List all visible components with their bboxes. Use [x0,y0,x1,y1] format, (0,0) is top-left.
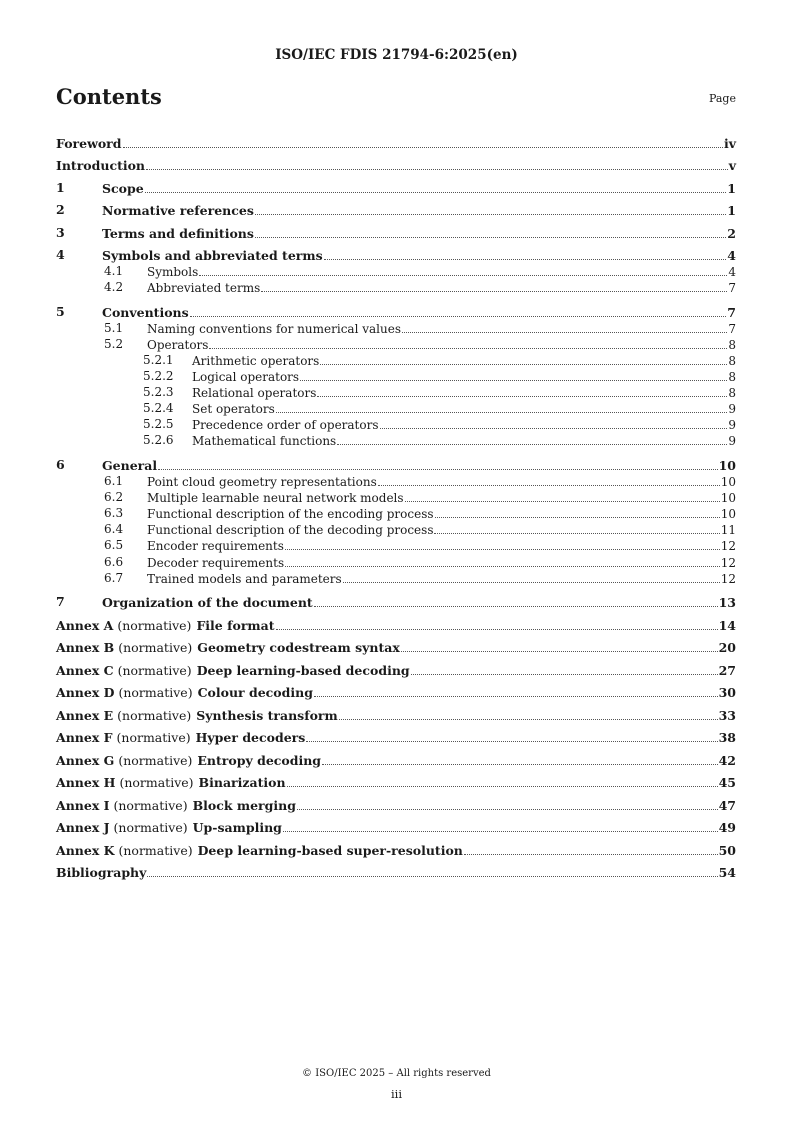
toc-entry-title: File format [196,617,275,633]
toc-entry-title: Mathematical functions [192,434,337,449]
toc-entry[interactable] [56,196,736,219]
toc-entry-title: Bibliography [56,865,147,881]
toc-entry-title: Entropy decoding [197,752,322,768]
toc-entry-title: Geometry codestream syntax [197,640,400,656]
section-number: 6.7 [104,570,124,585]
dot-leader [255,214,726,215]
annex-label: Annex A [56,617,114,633]
dot-leader [199,275,727,276]
toc-entry-title: Conventions [102,304,189,320]
toc-entry-title: Foreword [56,135,122,151]
dot-leader [378,485,720,486]
toc-page-number: iv [723,135,736,151]
toc-entry[interactable] [56,368,736,384]
toc-entry-title: Abbreviated terms [147,281,261,296]
dot-leader [276,412,728,413]
toc-page-number: 9 [728,434,736,449]
toc-entry-title: Binarization [198,775,286,791]
toc-entry-title: Functional description of the decoding process [147,523,434,538]
toc-entry-title: Functional description of the encoding process [147,507,434,522]
toc-entry-title: Decoder requirements [147,555,285,570]
section-number: 1 [56,179,65,195]
annex-type: (normative) [118,640,193,656]
dot-leader [339,719,718,720]
toc-page-number: 12 [720,571,736,586]
page-column-label: Page [708,92,736,105]
section-number: 4.1 [104,264,124,279]
dot-leader [285,549,720,550]
dot-leader [123,147,723,148]
toc-entry[interactable] [56,416,736,432]
section-number: 5.2.3 [143,385,174,400]
toc-entry[interactable] [56,790,736,813]
toc-page-number: 4 [727,248,736,263]
dot-leader [209,348,727,349]
toc-entry[interactable] [56,505,736,521]
toc-page-number: 8 [728,386,736,401]
toc-entry[interactable] [56,151,736,174]
toc-entry[interactable] [56,745,736,768]
toc-entry[interactable] [56,473,736,489]
toc-page-number: 54 [718,865,736,881]
toc-entry-title: General [102,457,158,473]
dot-leader [464,854,718,855]
annex-type: (normative) [117,617,192,633]
dot-leader [320,364,727,365]
section-number: 6.3 [104,506,124,521]
toc-entry[interactable] [56,297,736,320]
section-number: 6.4 [104,522,124,537]
toc-page-number: 2 [727,225,736,241]
toc-page-number: 11 [720,523,736,538]
toc-entry[interactable] [56,610,736,633]
toc-page-number: 1 [727,203,736,218]
toc-page-number: 45 [718,775,736,791]
document-identifier: ISO/IEC FDIS 21794-6:2025(en) [275,47,518,63]
dot-leader [324,259,727,260]
section-number: 5.2.1 [143,352,174,367]
annex-type: (normative) [118,752,193,768]
section-number: 5.2 [104,336,124,351]
toc-entry[interactable] [56,218,736,241]
dot-leader [287,786,718,787]
toc-page-number: 8 [728,353,736,368]
annex-type: (normative) [117,707,192,723]
toc-entry[interactable] [56,336,736,352]
toc-entry-title: Encoder requirements [147,539,284,554]
annex-label: Annex G [56,752,115,768]
toc-page-number: 42 [718,752,736,768]
toc-page-number: 10 [718,457,736,473]
section-number: 5.2.2 [143,369,174,384]
annex-label: Annex B [56,640,115,656]
toc-entry[interactable] [56,813,736,836]
annex-label: Annex D [56,685,115,701]
toc-page-number: 12 [720,539,736,554]
dot-leader [434,533,719,534]
toc-entry-title: Up-sampling [192,820,282,836]
toc-entry-title: Synthesis transform [196,707,338,723]
toc-page-number: 4 [728,265,736,280]
toc-page-number: 8 [728,370,736,385]
toc-entry-title: Terms and definitions [102,225,254,241]
dot-leader [255,237,726,238]
section-number: 4.2 [104,280,124,295]
toc-entry[interactable] [56,588,736,611]
dot-leader [146,169,728,170]
toc-page-number: v [728,158,736,173]
toc-entry[interactable] [56,537,736,553]
toc-entry[interactable] [56,241,736,264]
toc-entry-title: Precedence order of operators [192,418,379,433]
toc-page-number: 33 [718,707,736,723]
annex-type: (normative) [118,842,193,858]
dot-leader [190,316,727,317]
table-of-contents [56,128,736,880]
toc-entry-title: Hyper decoders [195,730,306,746]
annex-label: Annex K [56,842,115,858]
annex-label: Annex I [56,797,110,813]
toc-entry-title: Trained models and parameters [147,571,342,586]
dot-leader [343,582,720,583]
dot-leader [314,696,718,697]
section-number: 6.2 [104,490,124,505]
section-number: 6 [56,456,65,472]
page-title: Contents [56,84,162,109]
annex-label: Annex H [56,775,116,791]
toc-entry[interactable] [56,173,736,196]
toc-entry[interactable] [56,320,736,336]
section-number: 5.2.6 [143,433,174,448]
toc-entry-title: Organization of the document [102,595,313,611]
toc-page-number: 10 [720,491,736,506]
toc-entry-title: Operators [147,337,209,352]
toc-entry-title: Naming conventions for numerical values [147,321,401,336]
toc-entry-title: Deep learning-based super-resolution [197,842,463,858]
annex-type: (normative) [113,797,188,813]
toc-page-number: 47 [718,797,736,813]
dot-leader [380,428,728,429]
dot-leader [283,831,718,832]
dot-leader [147,876,717,877]
annex-type: (normative) [113,820,188,836]
section-number: 5.1 [104,320,124,335]
dot-leader [276,629,718,630]
annex-type: (normative) [119,775,194,791]
page-number: iii [390,1087,403,1101]
toc-entry[interactable] [56,678,736,701]
section-number: 6.5 [104,538,124,553]
toc-entry[interactable] [56,450,736,473]
annex-label: Annex C [56,662,114,678]
annex-label: Annex F [56,730,113,746]
section-number: 5 [56,303,65,319]
toc-page-number: 38 [718,730,736,746]
dot-leader [306,741,717,742]
annex-type: (normative) [117,662,192,678]
dot-leader [285,566,720,567]
dot-leader [322,764,718,765]
dot-leader [261,291,727,292]
toc-entry[interactable] [56,521,736,537]
toc-entry-title: Introduction [56,158,146,173]
toc-entry[interactable] [56,489,736,505]
toc-page-number: 10 [720,475,736,490]
toc-entry[interactable] [56,633,736,656]
toc-entry[interactable] [56,263,736,279]
dot-leader [317,396,727,397]
toc-entry-title: Set operators [192,402,275,417]
dot-leader [401,651,718,652]
section-number: 6.6 [104,554,124,569]
dot-leader [405,501,720,502]
toc-page-number: 10 [720,507,736,522]
toc-page-number: 49 [718,820,736,836]
toc-entry[interactable] [56,432,736,448]
toc-page-number: 50 [718,842,736,858]
copyright-notice: © ISO/IEC 2025 – All rights reserved [302,1068,491,1079]
toc-entry-title: Symbols and abbreviated terms [102,248,323,263]
toc-entry[interactable] [56,835,736,858]
toc-entry-title: Relational operators [192,386,317,401]
toc-entry-title: Colour decoding [197,685,313,701]
section-number: 3 [56,224,65,240]
annex-type: (normative) [118,685,193,701]
toc-page-number: 27 [718,662,736,678]
dot-leader [435,517,720,518]
section-number: 2 [56,202,65,217]
toc-page-number: 7 [727,304,736,320]
toc-page-number: 30 [718,685,736,701]
section-number: 5.2.4 [143,401,174,416]
toc-entry-title: Deep learning-based decoding [196,662,410,678]
toc-entry[interactable] [56,570,736,586]
dot-leader [158,469,717,470]
toc-page-number: 8 [728,337,736,352]
annex-label: Annex J [56,820,110,836]
section-number: 4 [56,247,65,262]
toc-entry[interactable] [56,384,736,400]
section-number: 5.2.5 [143,417,174,432]
dot-leader [300,380,727,381]
toc-page-number: 13 [718,595,736,611]
toc-page-number: 14 [718,617,736,633]
toc-page-number: 1 [727,180,736,196]
toc-entry-title: Block merging [192,797,296,813]
dot-leader [297,809,718,810]
toc-page-number: 20 [718,640,736,656]
toc-page-number: 7 [728,321,736,336]
dot-leader [402,332,727,333]
section-number: 7 [56,594,65,610]
toc-entry-title: Point cloud geometry representations [147,475,377,490]
toc-entry-title: Arithmetic operators [192,353,320,368]
toc-entry[interactable] [56,279,736,295]
toc-entry-title: Scope [102,180,144,196]
toc-entry[interactable] [56,723,736,746]
toc-entry[interactable] [56,352,736,368]
toc-entry[interactable] [56,128,736,151]
toc-entry[interactable] [56,400,736,416]
dot-leader [411,674,718,675]
toc-entry-title: Normative references [102,203,254,218]
toc-entry[interactable] [56,655,736,678]
toc-entry[interactable] [56,768,736,791]
toc-entry-title: Logical operators [192,370,300,385]
toc-entry-title: Symbols [147,265,199,280]
toc-page-number: 9 [728,402,736,417]
toc-page-number: 7 [728,281,736,296]
toc-entry-title: Multiple learnable neural network models [147,491,404,506]
section-number: 6.1 [104,474,124,489]
annex-type: (normative) [116,730,191,746]
toc-entry[interactable] [56,858,736,881]
toc-page-number: 9 [728,418,736,433]
dot-leader [314,606,718,607]
dot-leader [145,192,727,193]
dot-leader [337,444,727,445]
toc-page-number: 12 [720,555,736,570]
toc-entry[interactable] [56,700,736,723]
annex-label: Annex E [56,707,114,723]
toc-entry[interactable] [56,553,736,569]
